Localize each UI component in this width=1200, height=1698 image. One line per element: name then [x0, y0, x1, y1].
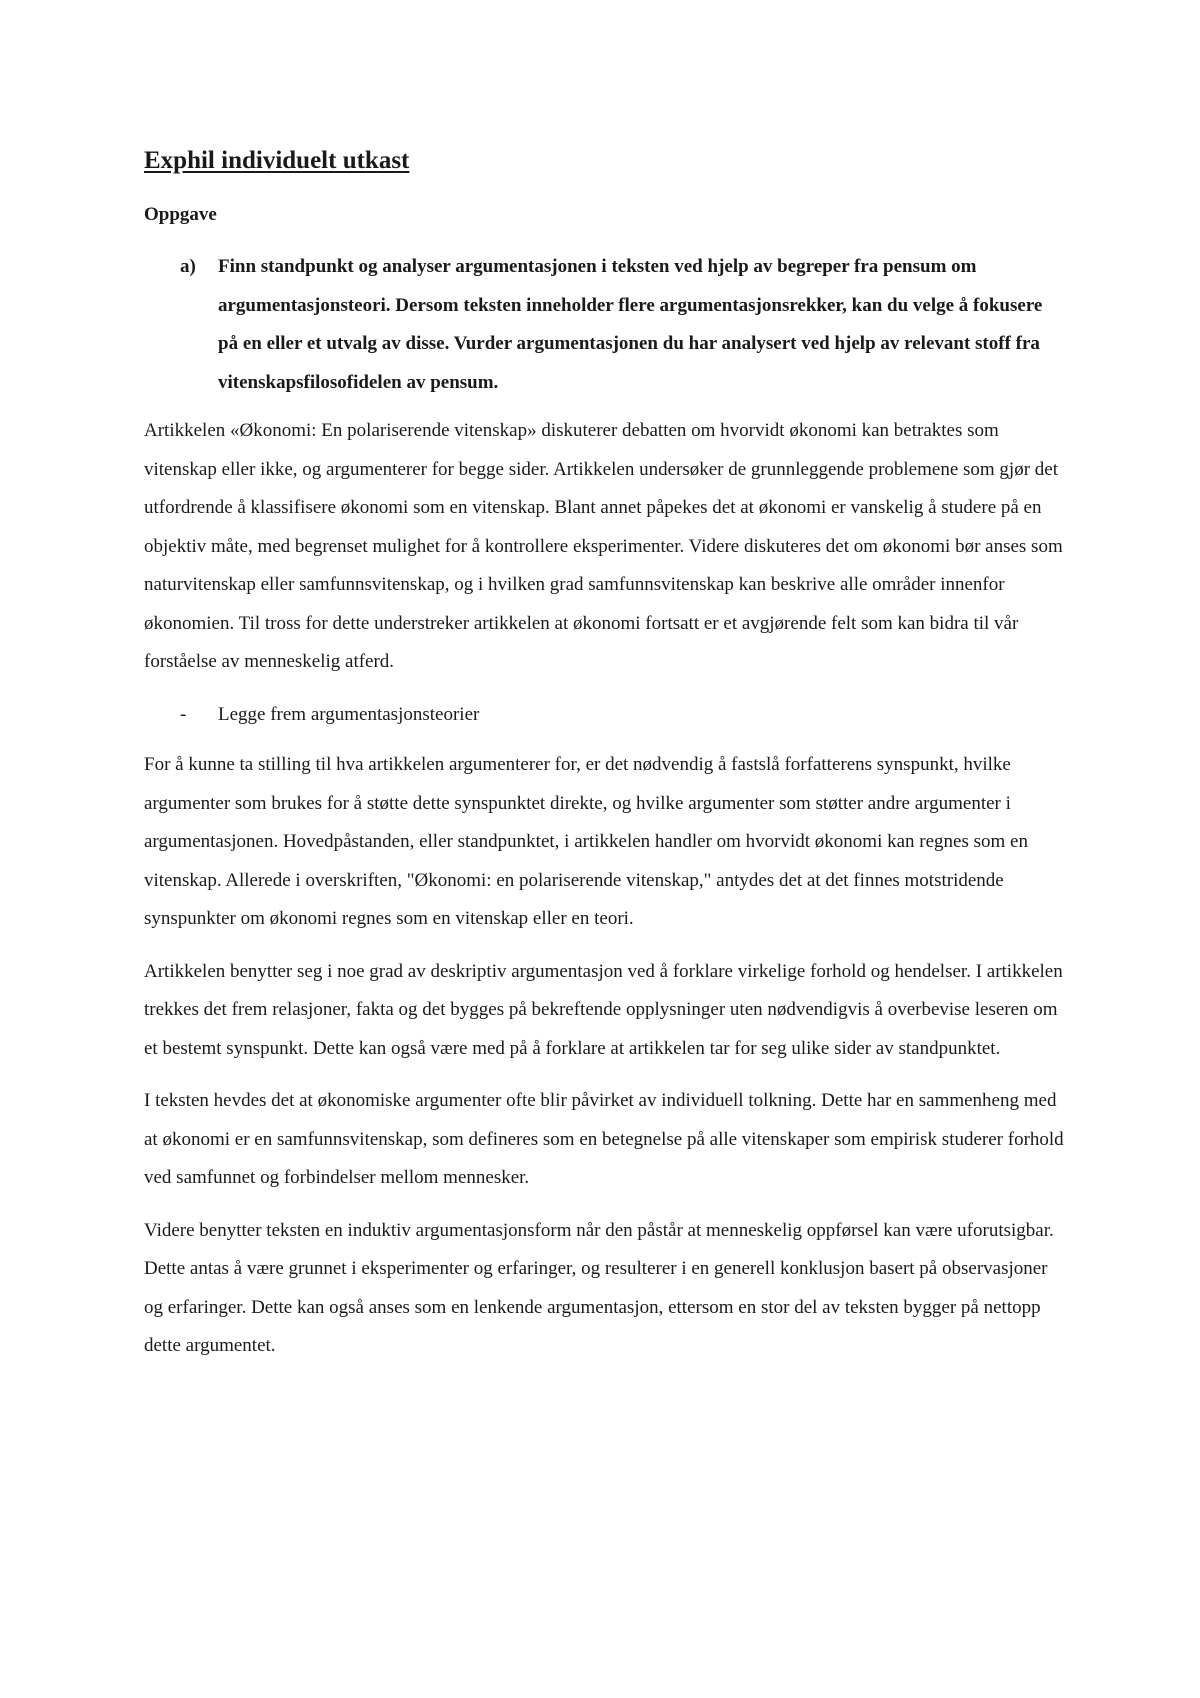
- document-body: [144, 146, 1064, 1380]
- bullet-marker: -: [180, 703, 187, 725]
- bullet-text: Legge frem argumentasjonsteorier: [218, 703, 480, 725]
- bullet-item: [180, 696, 1064, 735]
- task-item: [180, 248, 1064, 402]
- paragraph-inductive: Videre benytter teksten en induktiv argumentasjonsform når den påstår at menneskelig oppførsel kan være uforutsigbar. Dette antas å være grunnet i eksperimenter og erfaringer, og resulterer i en generell konklusjon basert på observasjoner og erfaringer. Dette kan også anses som en lenkende argumentasjon, ettersom en stor del av teksten bygger på nettopp dette argumentet.: [144, 1219, 1054, 1356]
- paragraph-descriptive: Artikkelen benytter seg i noe grad av deskriptiv argumentasjon ved å forklare virkelige forhold og hendelser. I artikkelen trekkes det frem relasjoner, fakta og det bygges på bekreftende opplysninger uten nødvendigvis å overbevise leseren om et bestemt synspunkt. Dette kan også være med på å forklare at artikkelen tar for seg ulike sider av standpunktet.: [144, 960, 1063, 1059]
- paragraph-standpoint: For å kunne ta stilling til hva artikkelen argumenterer for, er det nødvendig å fastslå forfatterens synspunkt, hvilke argumenter som brukes for å støtte dette synspunktet direkte, og hvilke argumenter som støtter andre argumenter i argumentasjonen. Hovedpåstanden, eller standpunktet, i artikkelen handler om hvorvidt økonomi kan regnes som en vitenskap. Allerede i overskriften, "Økonomi: en polariserende vitenskap," antydes det at det finnes motstridende synspunkter om økonomi regnes som en vitenskap eller en teori.: [144, 754, 1028, 929]
- section-heading: Oppgave: [144, 204, 217, 225]
- paragraph-interpretation: I teksten hevdes det at økonomiske argumenter ofte blir påvirket av individuell tolkning. Dette har en sammenheng med at økonomi er en samfunnsvitenskap, som defineres som en betegnelse på alle vitenskaper som empirisk studerer forhold ved samfunnet og forbindelser mellom mennesker.: [144, 1090, 1064, 1188]
- task-text: Finn standpunkt og analyser argumentasjonen i teksten ved hjelp av begreper fra pensum om argumentasjonsteori. Dersom teksten inneholder flere argumentasjonsrekker, kan du velge å fokusere på en eller et utvalg av disse. Vurder argumentasjonen du har analysert ved hjelp av relevant stoff fra vitenskapsfilosofidelen av pensum.: [218, 256, 1043, 393]
- task-marker: a): [180, 256, 196, 277]
- paragraph-summary: Artikkelen «Økonomi: En polariserende vitenskap» diskuterer debatten om hvorvidt økonomi kan betraktes som vitenskap eller ikke, og argumenterer for begge sider. Artikkelen undersøker de grunnleggende problemene som gjør det utfordrende å klassifisere økonomi som en vitenskap. Blant annet påpekes det at økonomi er vanskelig å studere på en objektiv måte, med begrenset mulighet for å kontrollere eksperimenter. Videre diskuteres det om økonomi bør anses som naturvitenskap eller samfunnsvitenskap, og i hvilken grad samfunnsvitenskap kan beskrive alle områder innenfor økonomien. Til tross for dette understreker artikkelen at økonomi fortsatt er et avgjørende felt som kan bidra til vår forståelse av menneskelig atferd.: [144, 420, 1063, 672]
- document-title: Exphil individuelt utkast: [144, 147, 410, 174]
